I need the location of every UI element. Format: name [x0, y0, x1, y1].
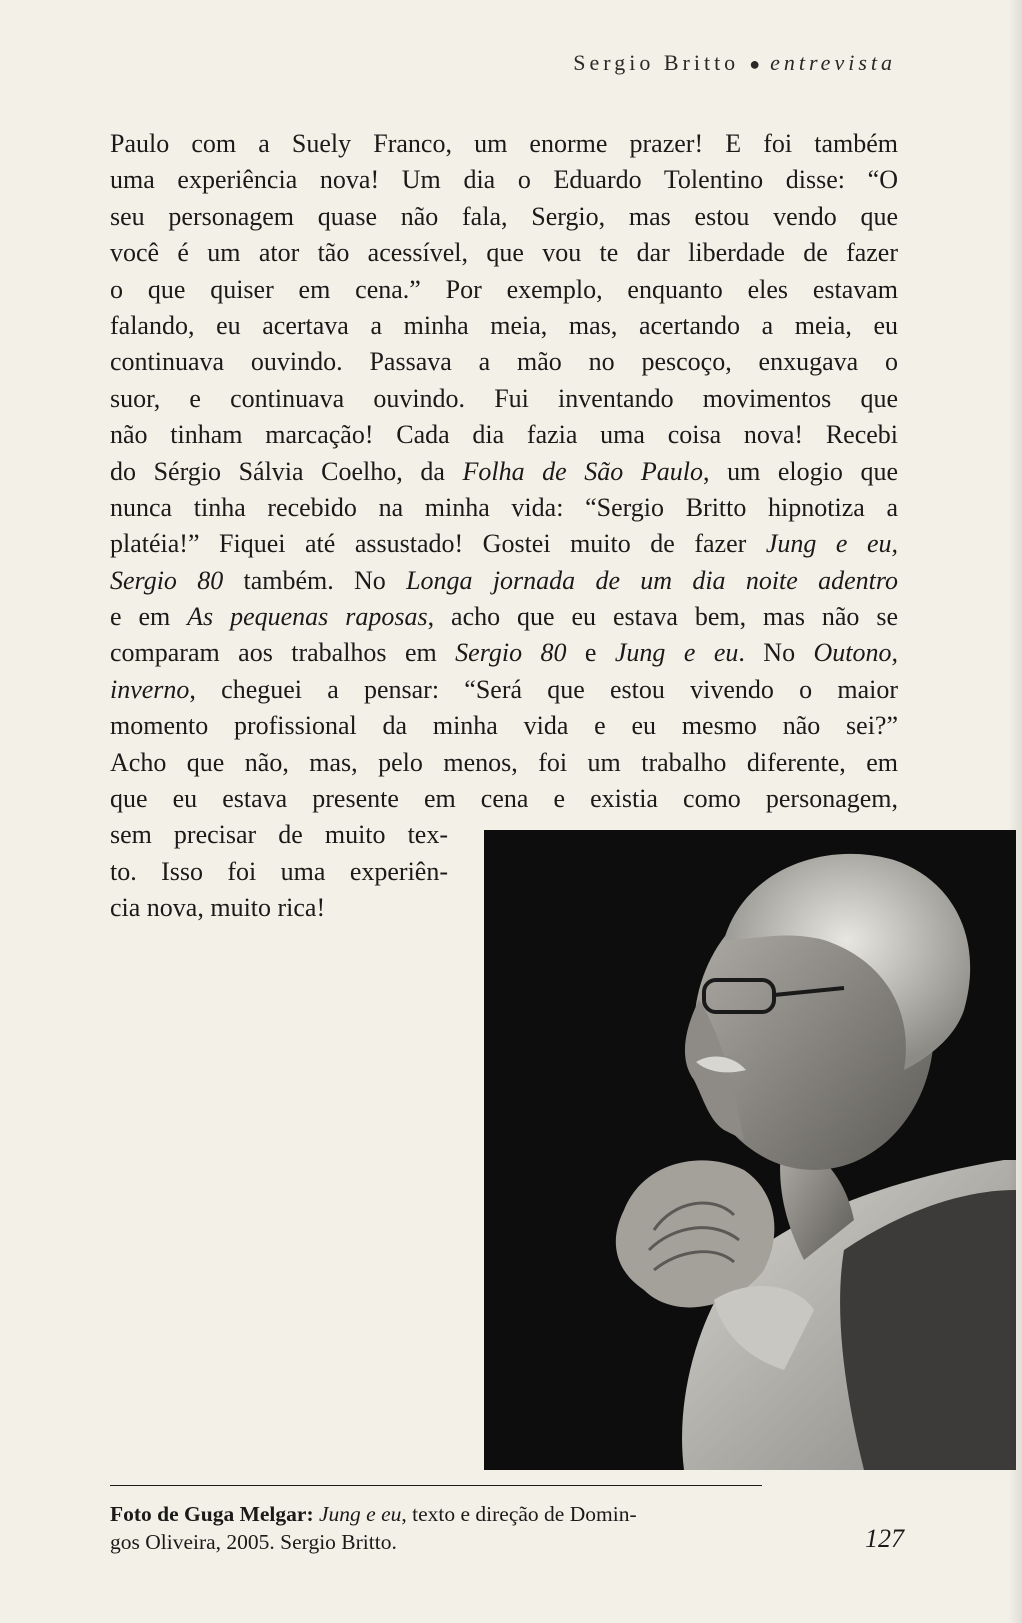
text-line: que eu estava presente em cena e existia como personagem,	[110, 784, 898, 814]
text-line: você é um ator tão acessível, que vou te dar liberdade de fazer	[110, 238, 898, 268]
photo-credit: Foto de Guga Melgar:	[110, 1502, 314, 1526]
text-line: to. Isso foi uma experiên-	[110, 856, 448, 886]
text-line: do Sérgio Sálvia Coelho, da Folha de São Paulo, um elogio que	[110, 456, 898, 486]
text-line: sem precisar de muito tex-	[110, 820, 448, 850]
running-head-author: Sergio Britto	[573, 50, 740, 75]
text-line: platéia!” Fiquei até assustado! Gostei muito de fazer Jung e eu,	[110, 529, 898, 559]
text-line: momento profissional da minha vida e eu mesmo não sei?”	[110, 711, 898, 741]
actor-photo	[484, 830, 1016, 1470]
running-head-section: entrevista	[770, 50, 896, 75]
running-head-separator: ●	[749, 54, 761, 74]
caption-line: Foto de Guga Melgar: Jung e eu, texto e direção de Domin-	[110, 1502, 637, 1526]
caption-play-title: Jung e eu	[319, 1502, 402, 1526]
play-title: Jung e eu,	[765, 529, 898, 559]
caption-line: gos Oliveira, 2005. Sergio Britto.	[110, 1530, 397, 1554]
photo-illustration	[484, 830, 1016, 1470]
text-line: o que quiser em cena.” Por exemplo, enquanto eles estavam	[110, 274, 898, 304]
text-line: suor, e continuava ouvindo. Fui inventando movimentos que	[110, 383, 898, 413]
page-number: 127	[865, 1524, 904, 1553]
photo-caption	[110, 1500, 790, 1556]
play-title: Sergio 80	[455, 638, 567, 668]
text-line: inverno, cheguei a pensar: “Será que estou vivendo o maior	[110, 674, 898, 704]
text-line: e em As pequenas raposas, acho que eu estava bem, mas não se	[110, 602, 898, 632]
text-line: Acho que não, mas, pelo menos, foi um trabalho diferente, em	[110, 747, 898, 777]
play-title: Outono,	[813, 638, 899, 668]
play-title: inverno	[110, 674, 190, 704]
running-head	[573, 50, 896, 76]
text-line: cia nova, muito rica!	[110, 893, 326, 923]
play-title: Jung e eu	[614, 638, 739, 668]
text-line: não tinham marcação! Cada dia fazia uma coisa nova! Recebi	[110, 420, 898, 450]
text-line: continuava ouvindo. Passava a mão no pescoço, enxugava o	[110, 347, 898, 377]
text-line: uma experiência nova! Um dia o Eduardo Tolentino disse: “O	[110, 165, 898, 195]
text-line: seu personagem quase não fala, Sergio, mas estou vendo que	[110, 201, 898, 231]
text-line: Sergio 80 também. No Longa jornada de um dia noite adentro	[110, 565, 899, 595]
play-title: Longa jornada de um dia noite adentro	[406, 565, 899, 595]
play-title: Sergio 80	[110, 565, 224, 595]
play-title: As pequenas raposas	[187, 602, 428, 632]
text-line: falando, eu acertava a minha meia, mas, acertando a meia, eu	[110, 310, 898, 340]
newspaper-title: Folha de São Paulo	[462, 456, 703, 486]
text-line: nunca tinha recebido na minha vida: “Sergio Britto hipnotiza a	[110, 492, 898, 522]
caption-rule	[110, 1485, 762, 1486]
text-line: comparam aos trabalhos em Sergio 80 e Jung e eu. No Outono,	[110, 638, 899, 668]
interview-body-text	[110, 126, 898, 927]
text-line: Paulo com a Suely Franco, um enorme prazer! E foi também	[110, 129, 898, 158]
